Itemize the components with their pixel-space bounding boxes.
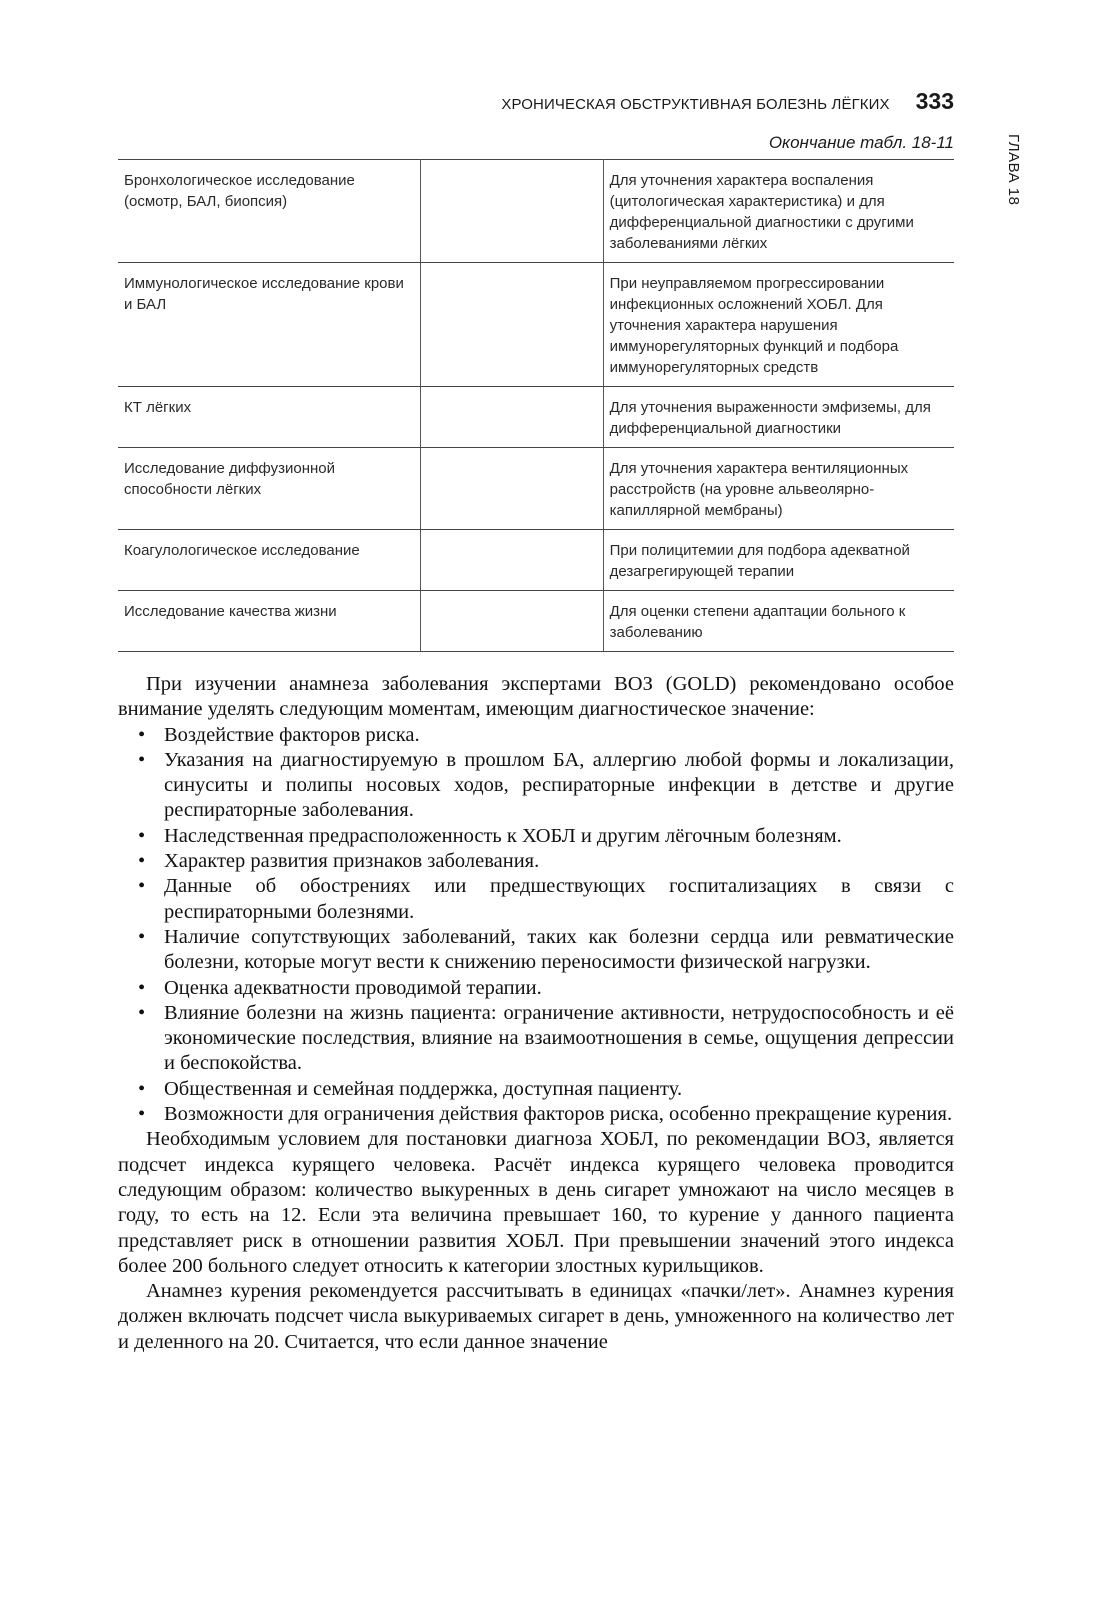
purpose-cell: При полицитемии для подбора адекватной дезагрегирующей терапии [603, 530, 954, 591]
list-item: • Влияние болезни на жизнь пациента: ограничение активности, нетрудоспособность и её экономические последствия, влияние на взаимоотношения в семье, ощущения депрессии и беспокойства. [164, 1001, 954, 1077]
table-row [118, 387, 954, 448]
purpose-cell: Для уточнения выраженности эмфиземы, для дифференциальной диагностики [603, 387, 954, 448]
purpose-cell: Для уточнения характера вентиляционных расстройств (на уровне альвеолярно-капиллярной мембраны) [603, 448, 954, 530]
diagnostics-table [118, 159, 954, 652]
list-item: • Характер развития признаков заболевания. [164, 849, 954, 874]
table-row [118, 448, 954, 530]
middle-cell [421, 591, 603, 652]
purpose-cell: Для уточнения характера воспаления (цитологическая характеристика) и для дифференциальной диагностики с другими заболеваниями лёгких [603, 160, 954, 263]
page-number: 333 [915, 88, 954, 114]
table-row [118, 530, 954, 591]
list-item: • Указания на диагностируемую в прошлом БА, аллергию любой формы и локализации, синуситы и полипы носовых ходов, респираторные инфекции в детстве и другие респираторные заболевания. [164, 748, 954, 824]
table-caption: Окончание табл. 18-11 [768, 133, 954, 152]
middle-cell [421, 530, 603, 591]
middle-cell [421, 263, 603, 387]
method-cell: Исследование диффузионной способности лёгких [118, 448, 421, 530]
middle-cell [421, 448, 603, 530]
method-cell: КТ лёгких [118, 387, 421, 448]
table-row [118, 160, 954, 263]
intro-paragraph: При изучении анамнеза заболевания экспертами ВОЗ (GOLD) рекомендовано особое внимание уделять следующим моментам, имеющим диагностическое значение: [118, 673, 954, 721]
purpose-cell: При неуправляемом прогрессировании инфекционных осложнений ХОБЛ. Для уточнения характера нарушения иммунорегуляторных функций и подбора иммунорегуляторных средств [603, 263, 954, 387]
list-item: • Наличие сопутствующих заболеваний, таких как болезни сердца или ревматические болезни, которые могут вести к снижению переносимости физической нагрузки. [164, 925, 954, 976]
middle-cell [421, 387, 603, 448]
chapter-marker: ГЛАВА 18 [1005, 134, 1022, 206]
body-text [118, 672, 954, 1355]
method-cell: Иммунологическое исследование крови и БАЛ [118, 263, 421, 387]
bullet-list [118, 723, 954, 1128]
smoker-index-paragraph: Необходимым условием для постановки диагноза ХОБЛ, по рекомендации ВОЗ, является подсчет индекса курящего человека. Расчёт индекса курящего человека проводится следующим образом: количество выкуренных в день сигарет умножают на число месяцев в году, то есть на 12. Если эта величина превышает 160, то курение у данного пациента представляет риск в отношении развития ХОБЛ. При превышении значений этого индекса более 200 больного следует относить к категории злостных курильщиков. [118, 1128, 954, 1277]
table-row [118, 591, 954, 652]
table-row [118, 263, 954, 387]
purpose-cell: Для оценки степени адаптации больного к заболеванию [603, 591, 954, 652]
list-item: • Возможности для ограничения действия факторов риска, особенно прекращение курения. [164, 1102, 954, 1127]
list-item: • Общественная и семейная поддержка, доступная пациенту. [164, 1077, 954, 1102]
list-item: • Оценка адекватности проводимой терапии. [164, 976, 954, 1001]
method-cell: Коагулологическое исследование [118, 530, 421, 591]
list-item: • Воздействие факторов риска. [164, 723, 954, 748]
method-cell: Исследование качества жизни [118, 591, 421, 652]
running-title: ХРОНИЧЕСКАЯ ОБСТРУКТИВНАЯ БОЛЕЗНЬ ЛЁГКИХ [501, 96, 890, 113]
middle-cell [421, 160, 603, 263]
method-cell: Бронхологическое исследование (осмотр, БАЛ, биопсия) [118, 160, 421, 263]
pack-years-paragraph: Анамнез курения рекомендуется рассчитывать в единицах «пачки/лет». Анамнез курения должен включать подсчет числа выкуриваемых сигарет в день, умноженного на количество лет и деленного на 20. Считается, что если данное значение [118, 1280, 954, 1353]
list-item: • Данные об обострениях или предшествующих госпитализациях в связи с респираторными болезнями. [164, 874, 954, 925]
running-head [118, 88, 954, 115]
list-item: • Наследственная предрасположенность к ХОБЛ и другим лёгочным болезням. [164, 824, 954, 849]
